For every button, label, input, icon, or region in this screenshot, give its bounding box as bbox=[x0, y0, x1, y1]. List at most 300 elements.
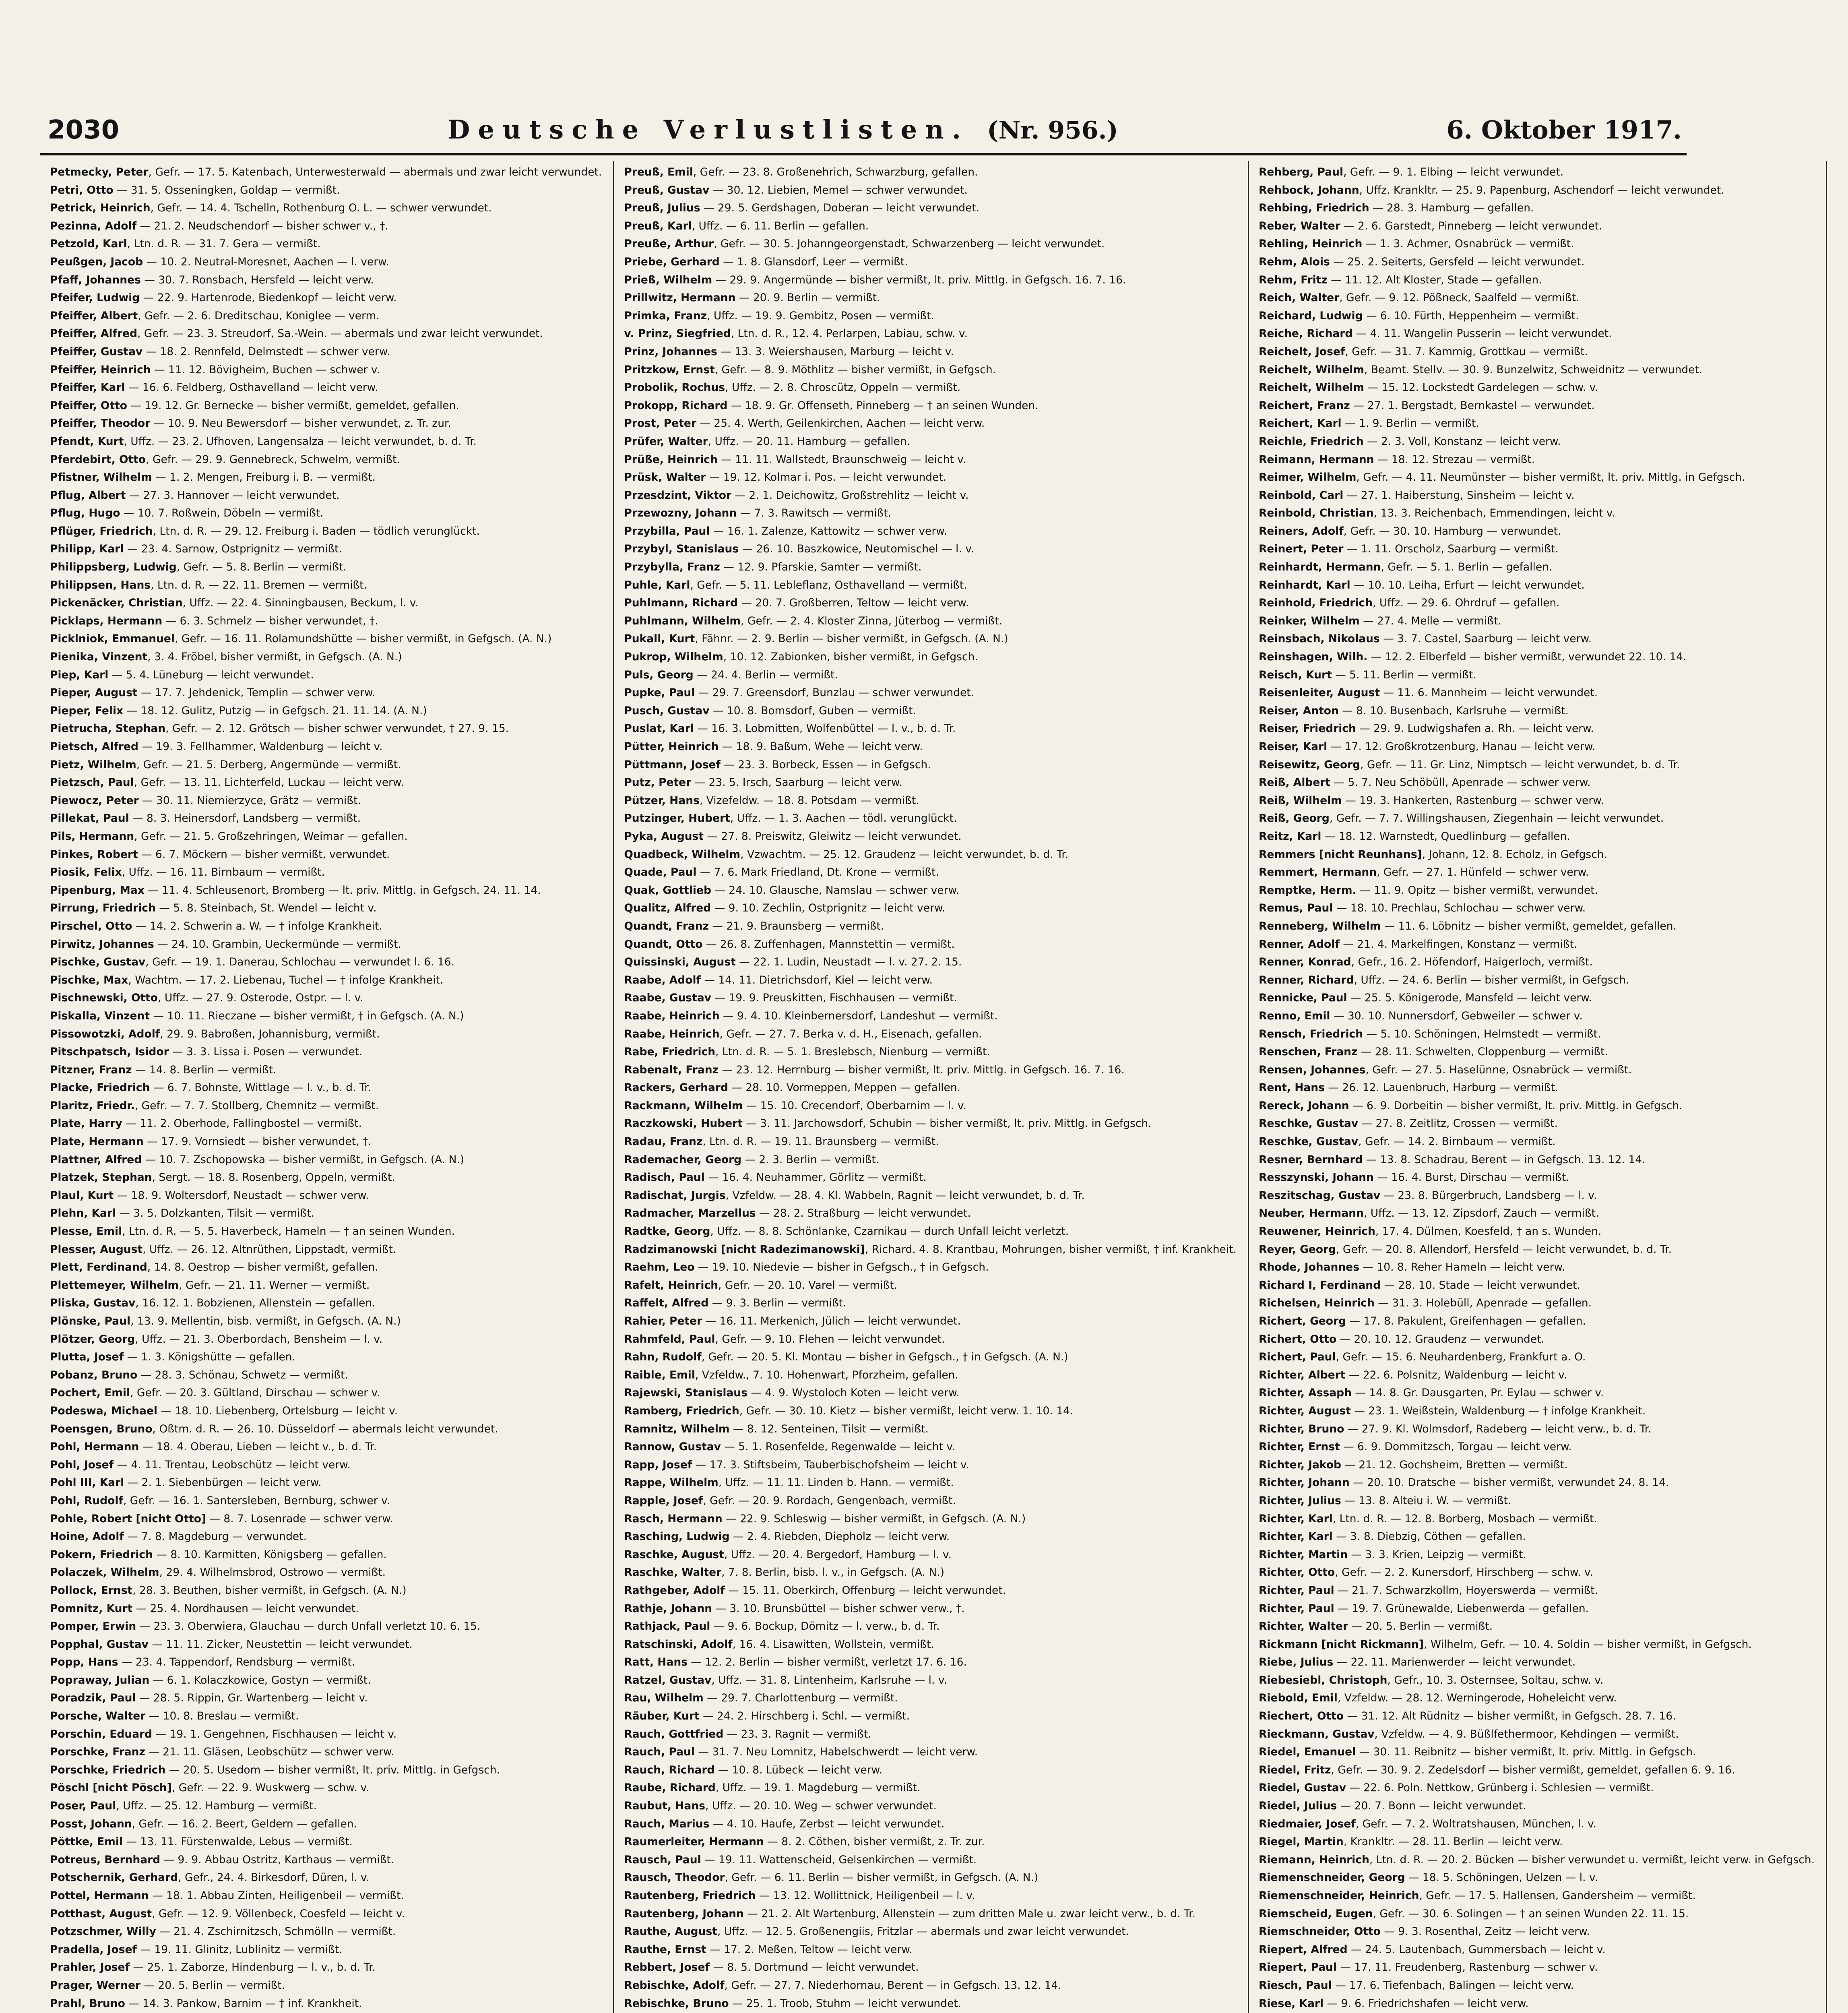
list-entry bbox=[1259, 1079, 1815, 1097]
entry-details: , 3. 4. Fröbel, bisher vermißt, in Gefgsch. (A. N.) bbox=[147, 651, 402, 663]
entry-details: — 6. 9. Dorbeitin — bisher vermißt, lt. priv. Mittlg. in Gefgsch. bbox=[1349, 1099, 1683, 1112]
entry-details: — 17. 3. Stiftsbeim, Tauberbischofsheim — leicht v. bbox=[692, 1458, 970, 1471]
list-entry bbox=[1259, 451, 1815, 469]
entry-details: — 28. 11. Schwelten, Cloppenburg — vermißt. bbox=[1357, 1046, 1608, 1058]
entry-name: Reber, Walter bbox=[1259, 219, 1340, 232]
entry-name: Piep, Karl bbox=[50, 668, 109, 681]
list-entry bbox=[1259, 1672, 1815, 1690]
entry-details: — 3. 5. Dolzkanten, Tilsit — vermißt. bbox=[116, 1207, 315, 1220]
list-entry bbox=[624, 1151, 1237, 1169]
entry-details: — 14. 8. Gr. Dausgarten, Pr. Eylau — schwer v. bbox=[1351, 1387, 1604, 1399]
list-entry bbox=[624, 953, 1237, 971]
list-entry bbox=[50, 558, 602, 577]
entry-name: Rausch, Theodor bbox=[624, 1871, 725, 1884]
list-entry bbox=[624, 738, 1237, 756]
entry-details: — 3. 11. Jarchowsdorf, Schubin — bisher vermißt, lt. priv. Mittlg. in Gefgsch. bbox=[742, 1117, 1152, 1130]
list-entry bbox=[1259, 792, 1815, 810]
entry-name: Porschke, Friedrich bbox=[50, 1763, 166, 1776]
entry-details: — 31. 12. Alt Rüdnitz — bisher vermißt, in Gefgsch. 28. 7. 16. bbox=[1344, 1710, 1676, 1723]
entry-name: Riebesiebl, Christoph bbox=[1259, 1674, 1388, 1686]
entry-name: Rauch, Richard bbox=[624, 1763, 715, 1776]
list-entry bbox=[624, 882, 1237, 900]
entry-name: Radischat, Jurgis bbox=[624, 1189, 726, 1202]
entry-details: — 3. 7. Castel, Saarburg — leicht verw. bbox=[1379, 632, 1592, 645]
entry-details: , Gefr. — 9. 12. Pößneck, Saalfeld — vermißt. bbox=[1339, 291, 1580, 304]
entry-details: , Gefr. — 17. 5. Hallensen, Gandersheim — vermißt. bbox=[1419, 1889, 1696, 1902]
list-entry bbox=[624, 1977, 1237, 1995]
entry-name: Peußgen, Jacob bbox=[50, 255, 143, 268]
page-header bbox=[47, 115, 1682, 159]
entry-details: , Gefr. — 23. 8. Großenehrich, Schwarzburg, gefallen. bbox=[693, 166, 978, 178]
entry-name: Ramnitz, Wilhelm bbox=[624, 1422, 730, 1435]
entry-details: — 1. 9. Berlin — vermißt. bbox=[1341, 417, 1479, 430]
list-entry bbox=[624, 630, 1237, 648]
list-entry bbox=[50, 1420, 602, 1438]
entry-details: — 1. 3. Königshütte — gefallen. bbox=[124, 1351, 296, 1364]
entry-name: Reitz, Karl bbox=[1259, 830, 1321, 843]
entry-name: Rehm, Alois bbox=[1259, 255, 1330, 268]
list-entry bbox=[1259, 1797, 1815, 1815]
entry-details: — 12. 2. Elberfeld — bisher vermißt, verwundet 22. 10. 14. bbox=[1367, 651, 1687, 663]
entry-details: — 8. 3. Heinersdorf, Landsberg — vermißt. bbox=[129, 812, 361, 825]
entry-name: Pyka, August bbox=[624, 830, 704, 843]
list-entry bbox=[1259, 1869, 1815, 1887]
entry-details: , 14. 8. Oestrop — bisher vermißt, gefallen. bbox=[147, 1261, 378, 1274]
entry-details: — 9. 10. Zechlin, Ostprignitz — leicht verw. bbox=[711, 902, 946, 915]
entry-name: Puhlmann, Richard bbox=[624, 597, 738, 610]
entry-details: , Ltn. d. R. — 20. 2. Bücken — bisher verwundet u. vermißt, leicht verw. in Gefgsch. bbox=[1369, 1853, 1815, 1866]
list-entry bbox=[50, 1528, 602, 1546]
entry-details: — 20. 10. 12. Graudenz — verwundet. bbox=[1336, 1333, 1544, 1345]
entry-details: , Gefr. — 23. 3. Streudorf, Sa.-Wein. — abermals und zwar leicht verwundet. bbox=[137, 327, 543, 340]
list-entry bbox=[1259, 630, 1815, 648]
entry-name: Posst, Johann bbox=[50, 1817, 132, 1830]
list-entry bbox=[50, 1366, 602, 1385]
entry-name: Pitzner, Franz bbox=[50, 1063, 132, 1076]
entry-name: Radzimanowski [nicht Radezimanowski] bbox=[624, 1243, 865, 1256]
entry-details: — 12. 9. Pfarskie, Samter — vermißt. bbox=[720, 561, 922, 574]
entry-details: — 5. 8. Steinbach, St. Wendel — leicht v. bbox=[155, 902, 377, 915]
list-entry bbox=[624, 1259, 1237, 1277]
entry-details: — 9. 6. Friedrichshafen — leicht verw. bbox=[1324, 1997, 1529, 2010]
list-entry bbox=[624, 918, 1237, 936]
entry-name: Richter, Ernst bbox=[1259, 1441, 1340, 1453]
entry-details: , Uffz. — 29. 6. Ohrdruf — gefallen. bbox=[1373, 597, 1560, 610]
entry-name: Probolik, Rochus bbox=[624, 381, 725, 394]
entry-name: Prüße, Heinrich bbox=[624, 453, 718, 466]
entry-name: Ratschinski, Adolf bbox=[624, 1638, 733, 1651]
list-entry bbox=[624, 936, 1237, 954]
entry-details: — 31. 5. Osseningken, Goldap — vermißt. bbox=[113, 184, 340, 196]
list-entry bbox=[624, 989, 1237, 1007]
entry-details: — 18. 5. Schöningen, Uelzen — l. v. bbox=[1405, 1871, 1598, 1884]
list-entry bbox=[624, 774, 1237, 792]
entry-details: , Gefr. — 29. 9. Gennebreck, Schwelm, vermißt. bbox=[146, 453, 400, 466]
list-entry bbox=[50, 1384, 602, 1402]
list-entry bbox=[50, 648, 602, 666]
list-entry bbox=[1259, 182, 1815, 200]
entry-name: Rhode, Johannes bbox=[1259, 1261, 1360, 1274]
entry-name: Priebe, Gerhard bbox=[624, 255, 720, 268]
list-entry bbox=[50, 702, 602, 720]
entry-name: Przybyl, Stanislaus bbox=[624, 543, 739, 556]
entry-details: — 16. 4. Burst, Dirschau — vermißt. bbox=[1373, 1171, 1569, 1184]
list-entry bbox=[50, 415, 602, 433]
entry-name: Pöttke, Emil bbox=[50, 1835, 123, 1848]
list-entry bbox=[50, 1079, 602, 1097]
entry-details: , Gefr. — 20. 10. Varel — vermißt. bbox=[718, 1279, 898, 1292]
list-entry bbox=[50, 217, 602, 236]
entry-details: — 6. 9. Dommitzsch, Torgau — leicht verw. bbox=[1340, 1441, 1572, 1453]
page-number: 2030 bbox=[47, 115, 120, 145]
list-entry bbox=[50, 1689, 602, 1707]
entry-name: Reich, Walter bbox=[1259, 291, 1340, 304]
entry-name: Raube, Richard bbox=[624, 1782, 716, 1794]
entry-name: Prager, Werner bbox=[50, 1979, 141, 1992]
list-entry bbox=[624, 971, 1237, 990]
entry-details: — 20. 7. Großberren, Teltow — leicht verw. bbox=[738, 597, 969, 610]
entry-details: — 2. 1. Siebenbürgen — leicht verw. bbox=[124, 1476, 322, 1489]
entry-name: Pradella, Josef bbox=[50, 1943, 137, 1956]
entry-name: Platzek, Stephan bbox=[50, 1171, 152, 1184]
entry-name: Reiser, Anton bbox=[1259, 704, 1339, 717]
entry-details: , Uffz. — 27. 9. Osterode, Ostpr. — l. v. bbox=[158, 992, 363, 1004]
list-entry bbox=[1259, 828, 1815, 846]
entry-details: — 4. 11. Wangelin Pusserin — leicht verwundet. bbox=[1352, 327, 1612, 340]
entry-details: — 17. 6. Tiefenbach, Balingen — leicht verw. bbox=[1332, 1979, 1574, 1992]
list-entry bbox=[624, 1851, 1237, 1869]
entry-details: , Gefr. — 2. 12. Grötsch — bisher schwer verwundet, † 27. 9. 15. bbox=[165, 722, 509, 735]
entry-name: Richter, Assaph bbox=[1259, 1387, 1352, 1399]
entry-name: Richter, Paul bbox=[1259, 1584, 1334, 1597]
list-entry bbox=[50, 182, 602, 200]
entry-details: — 28. 2. Straßburg — leicht verwundet. bbox=[756, 1207, 971, 1220]
entry-name: Preuß, Julius bbox=[624, 202, 700, 215]
entry-details: — 20. 9. Berlin — vermißt. bbox=[735, 291, 880, 304]
entry-name: Reiser, Friedrich bbox=[1259, 722, 1356, 735]
list-entry bbox=[624, 253, 1237, 271]
entry-name: Rapple, Josef bbox=[624, 1494, 703, 1507]
entry-details: , Vzwachtm. — 25. 12. Graudenz — leicht verwundet, b. d. Tr. bbox=[740, 848, 1069, 861]
entry-details: , Gefr. — 15. 6. Neuhardenberg, Frankfurt a. O. bbox=[1336, 1351, 1586, 1364]
list-entry bbox=[50, 307, 602, 325]
list-entry bbox=[50, 325, 602, 343]
entry-details: — 9. 9. Abbau Ostritz, Karthaus — vermißt. bbox=[160, 1853, 394, 1866]
entry-name: Pirschel, Otto bbox=[50, 920, 132, 932]
entry-details: , Uffz. — 25. 12. Hamburg — vermißt. bbox=[116, 1800, 317, 1813]
entry-details: — 19. 12. Gr. Bernecke — bisher vermißt, gemeldet, gefallen. bbox=[127, 399, 459, 412]
list-entry bbox=[50, 828, 602, 846]
entry-name: Reschke, Gustav bbox=[1259, 1135, 1359, 1148]
entry-details: , Uffz. — 23. 2. Ufhoven, Langensalza — leicht verwundet, b. d. Tr. bbox=[124, 435, 477, 448]
entry-details: — 20. 7. Bonn — leicht verwundet. bbox=[1337, 1800, 1526, 1813]
entry-details: , Krankltr. — 28. 11. Berlin — leicht verw. bbox=[1343, 1835, 1563, 1848]
list-entry bbox=[624, 1294, 1237, 1312]
entry-details: , Gefr., 10. 3. Osternsee, Soltau, schw. v. bbox=[1387, 1674, 1604, 1686]
entry-name: Renner, Adolf bbox=[1259, 938, 1340, 951]
entry-name: Reinbold, Carl bbox=[1259, 489, 1344, 502]
entry-details: — 22. 1. Ludin, Neustadt — l. v. 27. 2. 15. bbox=[735, 956, 962, 969]
entry-name: Plutta, Josef bbox=[50, 1351, 124, 1364]
list-entry bbox=[624, 1115, 1237, 1133]
entry-details: , Uffz. — 11. 11. Linden b. Hann. — vermißt. bbox=[718, 1476, 954, 1489]
entry-name: Räuber, Kurt bbox=[624, 1710, 700, 1723]
entry-name: Rapp, Josef bbox=[624, 1458, 692, 1471]
entry-details: — 22. 9. Hartenrode, Biedenkopf — leicht verw. bbox=[140, 291, 397, 304]
list-entry bbox=[1259, 936, 1815, 954]
list-entry bbox=[1259, 1456, 1815, 1474]
entry-details: , Uffz. — 12. 5. Großenengiis, Fritzlar — abermals und zwar leicht verwundet. bbox=[717, 1925, 1129, 1938]
entry-name: Radisch, Paul bbox=[624, 1171, 705, 1184]
list-entry bbox=[50, 1618, 602, 1636]
entry-details: , Uffz. — 24. 6. Berlin — bisher vermißt, in Gefgsch. bbox=[1354, 973, 1629, 986]
entry-name: Philippsen, Hans bbox=[50, 579, 151, 591]
list-entry bbox=[50, 1402, 602, 1420]
entry-details: — 10. 8. Breslau — vermißt. bbox=[145, 1710, 299, 1723]
entry-details: — 13. 11. Fürstenwalde, Lebus — vermißt. bbox=[123, 1835, 353, 1848]
entry-name: Pissowotzki, Adolf bbox=[50, 1027, 160, 1040]
list-entry bbox=[1259, 774, 1815, 792]
entry-details: — 29. 9. Ludwigshafen a. Rh. — leicht verw. bbox=[1356, 722, 1594, 735]
entry-details: , Vizefeldw. — 18. 8. Potsdam — vermißt. bbox=[699, 794, 919, 807]
list-entry bbox=[1259, 1294, 1815, 1312]
entry-name: Putzinger, Hubert bbox=[624, 812, 730, 825]
entry-details: — 15. 10. Crecendorf, Oberbarnim — l. v. bbox=[743, 1099, 966, 1112]
list-entry bbox=[50, 1833, 602, 1851]
entry-name: Pfeiffer, Otto bbox=[50, 399, 127, 412]
list-entry bbox=[1259, 558, 1815, 577]
list-entry bbox=[50, 1474, 602, 1492]
list-entry bbox=[1259, 918, 1815, 936]
list-entry bbox=[50, 1995, 602, 2013]
entry-name: Raffelt, Alfred bbox=[624, 1297, 709, 1310]
entry-name: Preuß, Gustav bbox=[624, 184, 710, 196]
entry-name: Plattner, Alfred bbox=[50, 1153, 142, 1166]
entry-details: — 1. 3. Achmer, Osnabrück — vermißt. bbox=[1362, 238, 1574, 250]
entry-name: Rent, Hans bbox=[1259, 1081, 1325, 1094]
entry-name: Rahmfeld, Paul bbox=[624, 1333, 715, 1345]
entry-name: Philippsberg, Ludwig bbox=[50, 561, 177, 574]
entry-name: Rannow, Gustav bbox=[624, 1441, 721, 1453]
entry-details: — 15. 11. Oberkirch, Offenburg — leicht verwundet. bbox=[725, 1584, 1006, 1597]
entry-details: , Uffz. — 1. 3. Aachen — tödl. verunglückt. bbox=[730, 812, 957, 825]
list-entry bbox=[50, 379, 602, 397]
entry-name: Potthast, August bbox=[50, 1907, 152, 1920]
list-entry bbox=[624, 684, 1237, 702]
entry-details: — 26. 8. Zuffenhagen, Mannstettin — vermißt. bbox=[702, 938, 955, 951]
entry-name: Reisewitz, Georg bbox=[1259, 758, 1361, 771]
entry-details: — 18. 4. Oberau, Lieben — leicht v., b. d. Tr. bbox=[139, 1441, 377, 1453]
list-entry bbox=[50, 199, 602, 217]
entry-name: Pflug, Hugo bbox=[50, 507, 120, 520]
entry-name: Renner, Richard bbox=[1259, 973, 1354, 986]
entry-details: — 17. 11. Freudenberg, Rastenburg — schwer v. bbox=[1337, 1961, 1598, 1974]
entry-name: Riemann, Heinrich bbox=[1259, 1853, 1369, 1866]
list-entry bbox=[624, 612, 1237, 630]
entry-details: — 19. 10. Niedevie — bisher in Gefgsch., † in Gefgsch. bbox=[694, 1261, 989, 1274]
list-entry bbox=[624, 361, 1237, 379]
list-entry bbox=[1259, 1564, 1815, 1582]
entry-name: Prüfer, Walter bbox=[624, 435, 708, 448]
entry-name: Reinhold, Friedrich bbox=[1259, 597, 1373, 610]
entry-details: — 19. 11. Wattenscheid, Gelsenkirchen — vermißt. bbox=[701, 1853, 977, 1866]
entry-details: — 11. 11. Zicker, Neustettin — leicht verwundet. bbox=[148, 1638, 413, 1651]
entry-name: Pirwitz, Johannes bbox=[50, 938, 154, 951]
list-entry bbox=[50, 469, 602, 487]
entry-name: Rajewski, Stanislaus bbox=[624, 1387, 747, 1399]
entry-name: Raehm, Leo bbox=[624, 1261, 695, 1274]
entry-details: , Gefr. — 5. 11. Lebleflanz, Osthavelland — vermißt. bbox=[690, 579, 967, 591]
entry-name: Reichle, Friedrich bbox=[1259, 435, 1364, 448]
entry-details: , Gefr. — 30. 9. 2. Zedelsdorf — bisher vermißt, gemeldet, gefallen 6. 9. 16. bbox=[1331, 1763, 1735, 1776]
entry-details: — 16. 11. Merkenich, Jülich — leicht verwundet. bbox=[702, 1315, 961, 1327]
list-entry bbox=[50, 918, 602, 936]
entry-details: , Gefr. — 2. 4. Kloster Zinna, Jüterbog — vermißt. bbox=[741, 614, 1003, 627]
entry-details: — 13. 8. Schadrau, Berent — in Gefgsch. 13. 12. 14. bbox=[1363, 1153, 1646, 1166]
list-entry bbox=[50, 1097, 602, 1115]
list-entry bbox=[624, 1779, 1237, 1797]
entry-details: — 3. 3. Lissa i. Posen — verwundet. bbox=[169, 1046, 363, 1058]
entry-details: — 20. 10. Dratsche — bisher vermißt, verwundet 24. 8. 14. bbox=[1349, 1476, 1669, 1489]
entry-name: Reiß, Georg bbox=[1259, 812, 1330, 825]
entry-name: Reisenleiter, August bbox=[1259, 686, 1380, 699]
entry-details: — 28. 10. Vormeppen, Meppen — gefallen. bbox=[728, 1081, 961, 1094]
entry-details: , Gefr. — 9. 1. Elbing — leicht verwundet. bbox=[1343, 166, 1564, 178]
entry-details: — 18. 12. Strezau — vermißt. bbox=[1374, 453, 1535, 466]
list-entry bbox=[1259, 1618, 1815, 1636]
entry-details: , 16. 4. Lisawitten, Wollstein, vermißt. bbox=[732, 1638, 934, 1651]
entry-name: Reiß, Albert bbox=[1259, 776, 1331, 789]
entry-name: Rickmann [nicht Rickmann] bbox=[1259, 1638, 1424, 1651]
entry-details: — 15. 12. Lockstedt Gardelegen — schw. v. bbox=[1364, 381, 1598, 394]
entry-name: Rauthe, Ernst bbox=[624, 1943, 706, 1956]
list-entry bbox=[1259, 433, 1815, 451]
entry-details: — 27. 9. Kl. Wolmsdorf, Radeberg — leicht verw., b. d. Tr. bbox=[1344, 1422, 1652, 1435]
entry-details: , Gefr. — 13. 11. Lichterfeld, Luckau — leicht verw. bbox=[134, 776, 404, 789]
entry-details: , Gefr. — 16. 2. Beert, Geldern — gefallen. bbox=[132, 1817, 357, 1830]
list-entry bbox=[624, 523, 1237, 541]
entry-details: — 2. 4. Riebden, Diepholz — leicht verw. bbox=[729, 1530, 950, 1543]
list-entry bbox=[1259, 1977, 1815, 1995]
entry-name: Riebold, Emil bbox=[1259, 1692, 1338, 1705]
entry-details: , 29. 4. Wilhelmsbrod, Ostrowo — vermißt. bbox=[159, 1566, 386, 1579]
list-entry bbox=[1259, 1636, 1815, 1654]
entry-details: — 25. 1. Zaborze, Hindenburg — l. v., b. d. Tr. bbox=[130, 1961, 376, 1974]
entry-name: Plönske, Paul bbox=[50, 1315, 131, 1327]
entry-details: — 8. 12. Senteinen, Tilsit — vermißt. bbox=[729, 1422, 929, 1435]
list-entry bbox=[50, 1259, 602, 1277]
entry-details: — 5. 11. Berlin — vermißt. bbox=[1332, 668, 1476, 681]
list-entry bbox=[50, 1743, 602, 1761]
entry-name: Rauthe, August bbox=[624, 1925, 717, 1938]
entry-details: — 13. 3. Weiershausen, Marburg — leicht v. bbox=[717, 345, 954, 358]
entry-details: , Sergt. — 18. 8. Rosenberg, Oppeln, vermißt. bbox=[152, 1171, 395, 1184]
entry-name: Rensch, Friedrich bbox=[1259, 1027, 1363, 1040]
entry-details: — 30. 7. Ronsbach, Hersfeld — leicht verw. bbox=[140, 273, 374, 286]
list-entry bbox=[624, 1097, 1237, 1115]
entry-name: Pietzsch, Paul bbox=[50, 776, 134, 789]
entry-details: — 21. 7. Schwarzkollm, Hoyerswerda — vermißt. bbox=[1334, 1584, 1598, 1597]
list-entry bbox=[50, 1851, 602, 1869]
list-entry bbox=[50, 1133, 602, 1151]
entry-details: — 22. 6. Poln. Nettkow, Grünberg i. Schlesien — vermißt. bbox=[1346, 1782, 1654, 1794]
entry-name: Preuß, Emil bbox=[624, 166, 693, 178]
entry-name: Porschin, Eduard bbox=[50, 1728, 153, 1740]
list-entry bbox=[624, 1043, 1237, 1061]
entry-name: Qualitz, Alfred bbox=[624, 902, 711, 915]
entry-name: Pokern, Friedrich bbox=[50, 1548, 153, 1561]
entry-name: Pukrop, Wilhelm bbox=[624, 651, 723, 663]
list-entry bbox=[50, 738, 602, 756]
list-entry bbox=[1259, 720, 1815, 738]
entry-details: , Ltn. d. R. — 31. 7. Gera — vermißt. bbox=[127, 238, 321, 250]
entry-details: — 14. 8. Berlin — vermißt. bbox=[132, 1063, 277, 1076]
list-entry bbox=[50, 1205, 602, 1223]
entry-details: , Vzfeldw. — 28. 12. Werningerode, Hoheleicht verw. bbox=[1337, 1692, 1617, 1705]
entry-details: , Gefr. — 2. 6. Dreditschau, Koniglee — verm. bbox=[138, 309, 380, 322]
entry-name: Plehn, Karl bbox=[50, 1207, 116, 1220]
list-entry bbox=[1259, 1187, 1815, 1205]
entry-name: Rensen, Johannes bbox=[1259, 1063, 1366, 1076]
entry-name: Richert, Paul bbox=[1259, 1351, 1336, 1364]
entry-name: Raabe, Adolf bbox=[624, 973, 701, 986]
list-entry bbox=[1259, 1438, 1815, 1456]
list-entry bbox=[1259, 1312, 1815, 1331]
entry-details: , Uffz. — 20. 10. Weg — schwer verwundet. bbox=[705, 1800, 937, 1813]
entry-name: Pillekat, Paul bbox=[50, 812, 129, 825]
list-entry bbox=[1259, 1007, 1815, 1025]
list-entry bbox=[624, 271, 1237, 289]
entry-name: Petmecky, Peter bbox=[50, 166, 149, 178]
entry-name: Reimer, Wilhelm bbox=[1259, 471, 1357, 484]
list-entry bbox=[624, 1689, 1237, 1707]
list-entry bbox=[50, 1815, 602, 1833]
list-entry bbox=[1259, 594, 1815, 612]
entry-details: , Ltn. d. R. — 12. 8. Borberg, Mosbach — vermißt. bbox=[1332, 1512, 1597, 1525]
entry-details: — 20. 5. Berlin — vermißt. bbox=[1348, 1620, 1493, 1633]
entry-name: Richelsen, Heinrich bbox=[1259, 1297, 1375, 1310]
entry-details: — 8. 10. Busenbach, Karlsruhe — vermißt. bbox=[1338, 704, 1569, 717]
column-4 bbox=[1827, 161, 1848, 2013]
list-entry bbox=[1259, 307, 1815, 325]
entry-name: Pomper, Erwin bbox=[50, 1620, 136, 1633]
entry-details: — 20. 5. Berlin — vermißt. bbox=[140, 1979, 285, 1992]
entry-details: , Gefr. — 12. 9. Völlenbeck, Coesfeld — leicht v. bbox=[152, 1907, 405, 1920]
entry-details: — 2. 6. Garstedt, Pinneberg — leicht verwundet. bbox=[1340, 219, 1602, 232]
list-entry bbox=[50, 1043, 602, 1061]
list-entry bbox=[1259, 1510, 1815, 1528]
list-entry bbox=[624, 666, 1237, 684]
entry-details: , Gefr. — 19. 1. Danerau, Schlochau — verwundet l. 6. 16. bbox=[145, 956, 454, 969]
list-entry bbox=[50, 504, 602, 523]
list-entry bbox=[624, 720, 1237, 738]
entry-details: , Gefr. — 30. 5. Johanngeorgenstadt, Schwarzenberg — leicht verwundet. bbox=[714, 238, 1105, 250]
list-entry bbox=[624, 1905, 1237, 1923]
entry-name: Poensgen, Bruno bbox=[50, 1422, 153, 1435]
list-entry bbox=[1259, 810, 1815, 828]
entry-name: Prüsk, Walter bbox=[624, 471, 706, 484]
entry-details: — 4. 10. Haufe, Zerbst — leicht verwundet. bbox=[709, 1817, 945, 1830]
entry-details: — 6. 7. Möckern — bisher vermißt, verwundet. bbox=[138, 848, 390, 861]
entry-details: — 23. 5. Irsch, Saarburg — leicht verw. bbox=[691, 776, 902, 789]
list-entry bbox=[1259, 1331, 1815, 1349]
entry-details: — 30. 11. Niemierzyce, Grätz — vermißt. bbox=[138, 794, 361, 807]
list-entry bbox=[50, 1726, 602, 1744]
entry-details: , Wilhelm, Gefr. — 10. 4. Soldin — bisher vermißt, in Gefgsch. bbox=[1423, 1638, 1752, 1651]
entry-name: Preuße, Arthur bbox=[624, 238, 714, 250]
entry-name: Prinz, Johannes bbox=[624, 345, 717, 358]
entry-details: — 16. 1. Zalenze, Kattowitz — schwer verw. bbox=[710, 525, 947, 537]
